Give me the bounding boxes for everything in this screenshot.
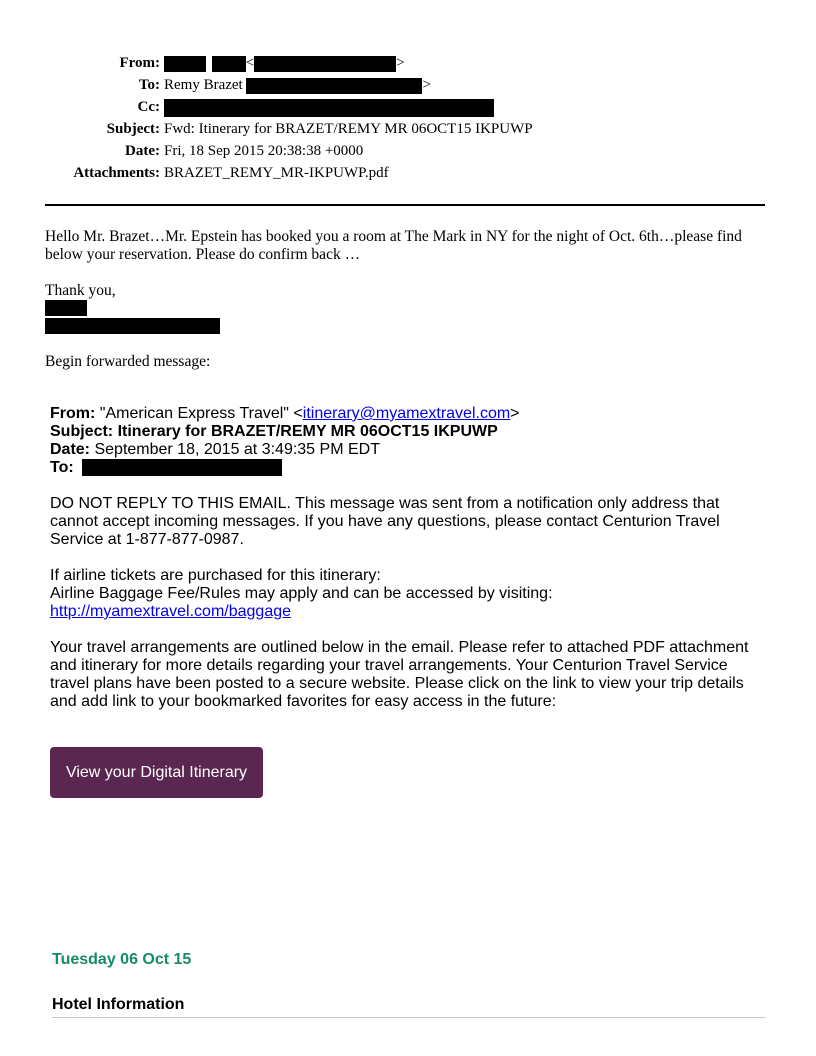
header-date-row bbox=[0, 140, 816, 162]
fw-subject-label: Subject: bbox=[50, 423, 114, 440]
redacted-sender-first bbox=[164, 56, 206, 72]
redacted-cc bbox=[164, 99, 494, 117]
arrangements-text: Your travel arrangements are outlined below in the email. Please refer to attached PDF attachment and itinerary for more details regarding your travel arrangements. Your Centurion Travel Service travel plans have been posted to a secure website. Please click on the link to view your trip details and add link to your bookmarked favorites for easy access in the future: bbox=[50, 639, 749, 710]
subject-label: Subject: bbox=[106, 121, 160, 137]
fw-date-label: Date: bbox=[50, 441, 91, 458]
fw-from-name: "American Express Travel" < bbox=[99, 405, 303, 422]
from-gt: > bbox=[396, 55, 405, 71]
cc-label: Cc: bbox=[137, 99, 160, 115]
airline-line-1: If airline tickets are purchased for this itinerary: bbox=[50, 567, 381, 584]
to-name: Remy Brazet bbox=[164, 77, 243, 93]
fw-subject-value: Itinerary for BRAZET/REMY MR 06OCT15 IKPUWP bbox=[117, 423, 498, 440]
baggage-link[interactable]: http://myamextravel.com/baggage bbox=[50, 603, 292, 620]
redacted-sender-last bbox=[212, 56, 246, 72]
header-to-row bbox=[0, 74, 816, 96]
fw-date-value: September 18, 2015 at 3:49:35 PM EDT bbox=[94, 441, 380, 458]
redacted-signature-name bbox=[45, 300, 87, 316]
fw-from-close: > bbox=[510, 405, 520, 422]
from-lt: < bbox=[245, 55, 255, 71]
day-heading: Tuesday 06 Oct 15 bbox=[52, 951, 192, 968]
section-divider bbox=[52, 1017, 766, 1018]
redacted-signature-contact bbox=[45, 318, 220, 334]
fw-from-email-link[interactable]: itinerary@myamextravel.com bbox=[302, 405, 511, 422]
redacted-fw-recipient bbox=[82, 459, 282, 476]
attachments-label: Attachments: bbox=[73, 165, 160, 181]
from-label: From: bbox=[119, 55, 160, 71]
no-reply-notice: DO NOT REPLY TO THIS EMAIL. This message was sent from a notification only address that cannot accept incoming messages. If you have any questions, please contact Centurion Travel Service at 1-877-877-0987. bbox=[50, 495, 720, 548]
hotel-info-heading: Hotel Information bbox=[52, 996, 185, 1013]
fw-to-row bbox=[50, 459, 282, 477]
to-gt: > bbox=[422, 77, 431, 93]
header-subject-row bbox=[0, 118, 816, 140]
header-from-row bbox=[0, 52, 816, 74]
header-divider bbox=[45, 204, 765, 206]
date-value: Fri, 18 Sep 2015 20:38:38 +0000 bbox=[164, 143, 364, 159]
to-label: To: bbox=[138, 77, 160, 93]
header-cc-row bbox=[0, 96, 816, 118]
closing-text: Thank you, bbox=[45, 282, 116, 299]
attachment-file[interactable]: BRAZET_REMY_MR-IKPUWP.pdf bbox=[164, 165, 389, 181]
fw-subject-row bbox=[50, 423, 498, 441]
fw-from-row bbox=[50, 405, 520, 423]
fw-from-label: From: bbox=[50, 405, 96, 422]
fw-date-row bbox=[50, 441, 380, 459]
fw-to-label: To: bbox=[50, 459, 74, 476]
redacted-recipient-email bbox=[246, 78, 422, 94]
airline-line-2: Airline Baggage Fee/Rules may apply and can be accessed by visiting: bbox=[50, 585, 553, 602]
forward-intro: Begin forwarded message: bbox=[45, 353, 211, 370]
view-digital-itinerary-button[interactable]: View your Digital Itinerary bbox=[50, 747, 263, 798]
date-label: Date: bbox=[125, 143, 160, 159]
header-attachments-row bbox=[0, 162, 816, 184]
subject-value: Fwd: Itinerary for BRAZET/REMY MR 06OCT15 IKPUWP bbox=[164, 121, 533, 137]
redacted-sender-email bbox=[254, 56, 396, 72]
message-body: Hello Mr. Brazet…Mr. Epstein has booked you a room at The Mark in NY for the night of Oct. 6th…please find below your reservation. Please do confirm back … bbox=[45, 228, 742, 263]
